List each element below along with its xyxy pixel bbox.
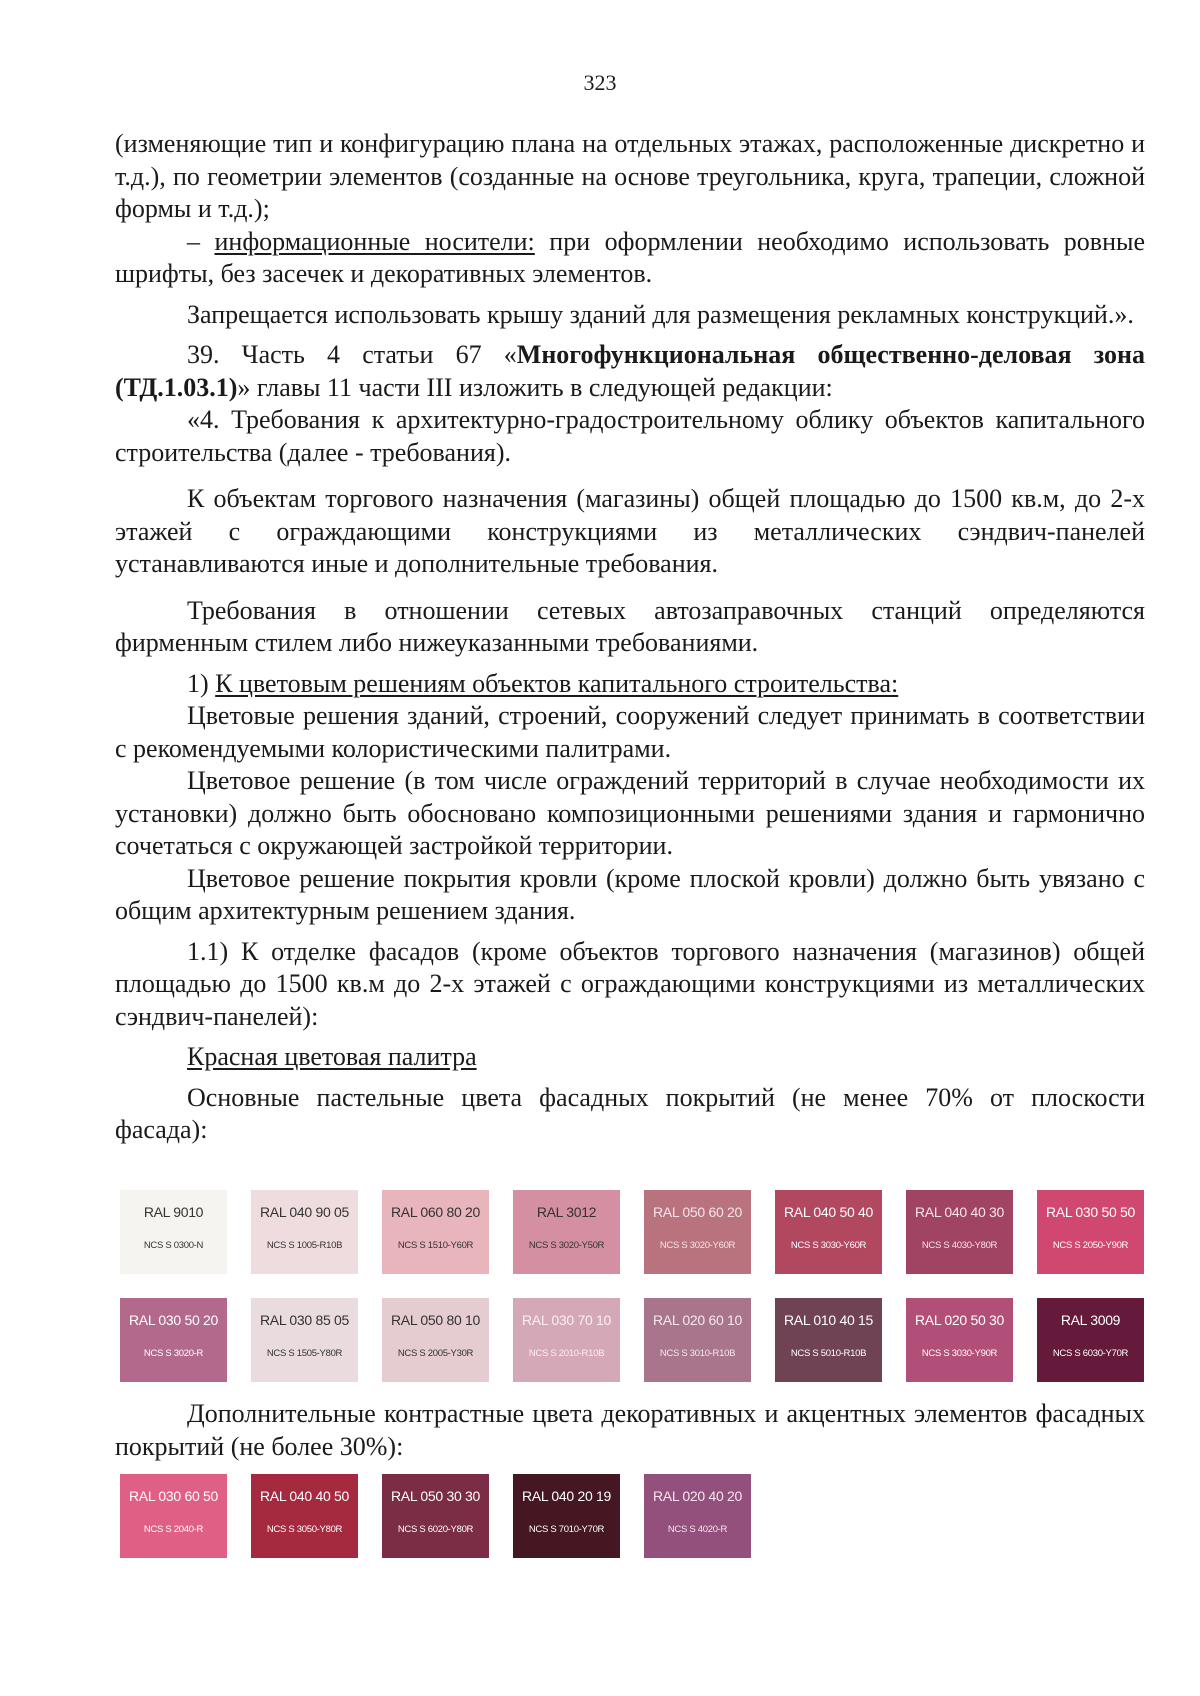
- ncs-code: NCS S 1510-Y60R: [397, 1240, 474, 1251]
- color-swatch: [644, 1190, 751, 1274]
- ral-code: RAL 3012: [536, 1204, 597, 1220]
- ncs-code: NCS S 2040-R: [143, 1524, 204, 1535]
- paragraph: 1.1) К отделке фасадов (кроме объектов торгового назначения (магазинов) общей площадью до 1500 кв.м до 2-х этажей с ограждающими конструкциями из металлических сэндвич-панелей):: [115, 936, 1145, 1031]
- paragraph: (изменяющие тип и конфигурацию плана на отдельных этажах, расположенные дискретно и т.д.), по геометрии элементов (созданные на основе треугольника, круга, трапеции, сложной формы и т.д.);: [115, 129, 1145, 223]
- ral-code: RAL 030 60 50: [129, 1488, 218, 1504]
- ral-code: RAL 030 50 50: [1046, 1204, 1135, 1220]
- ncs-code: NCS S 2050-Y90R: [1052, 1240, 1129, 1251]
- paragraph-text: 39. Часть 4 статьи 67 «: [187, 340, 517, 369]
- ral-code: RAL 020 50 30: [915, 1312, 1004, 1328]
- color-swatch: [1037, 1190, 1144, 1274]
- list-number: 1): [187, 668, 216, 698]
- paragraph: Дополнительные контрастные цвета декоративных и акцентных элементов фасадных покрытий (не более 30%):: [115, 1399, 1145, 1461]
- ncs-code: NCS S 2005-Y30R: [397, 1348, 474, 1359]
- paragraph: Цветовое решение покрытия кровли (кроме плоской кровли) должно быть увязано с общим архитектурным решением здания.: [115, 863, 1145, 925]
- page-number: 323: [583, 70, 617, 95]
- ral-code: RAL 050 80 10: [391, 1312, 480, 1328]
- color-swatch: [513, 1190, 620, 1274]
- color-swatch: [251, 1474, 358, 1558]
- paragraph: Запрещается использовать крышу зданий для размещения рекламных конструкций.».: [187, 299, 1134, 329]
- paragraph-text: » главы 11 части III изложить в следующей редакции:: [237, 372, 833, 402]
- color-swatch: [120, 1298, 227, 1382]
- document-body: [115, 128, 1145, 1147]
- color-swatch: [1037, 1298, 1144, 1382]
- ncs-code: NCS S 1005-R10B: [266, 1240, 343, 1251]
- paragraph: Цветовое решение (в том числе ограждений территорий в случае необходимости их установки) должно быть обосновано композиционными решениями здания и гармонично сочетаться с окружающей застройкой территории.: [115, 766, 1145, 860]
- ncs-code: NCS S 6030-Y70R: [1052, 1348, 1129, 1359]
- ral-code: RAL 020 40 20: [653, 1488, 742, 1504]
- ral-code: RAL 060 80 20: [391, 1204, 480, 1220]
- paragraph: [115, 668, 1145, 701]
- paragraph: К объектам торгового назначения (магазины) общей площадью до 1500 кв.м, до 2-х этажей с ограждающими конструкциями из металлических сэндвич-панелей устанавливаются иные и дополнительные требования.: [115, 484, 1145, 578]
- ncs-code: NCS S 7010-Y70R: [528, 1524, 605, 1535]
- ral-code: RAL 9010: [143, 1204, 204, 1220]
- color-swatch: [644, 1298, 751, 1382]
- color-swatch: [775, 1190, 882, 1274]
- ral-code: RAL 010 40 15: [784, 1312, 873, 1328]
- ral-code: RAL 040 90 05: [260, 1204, 349, 1220]
- ral-code: RAL 030 70 10: [522, 1312, 611, 1328]
- ral-code: RAL 020 60 10: [653, 1312, 742, 1328]
- ncs-code: NCS S 4030-Y80R: [921, 1240, 998, 1251]
- ncs-code: NCS S 3030-Y60R: [790, 1240, 867, 1251]
- ral-code: RAL 040 40 30: [915, 1204, 1004, 1220]
- underlined-term: информационные носители:: [214, 226, 535, 256]
- ral-code: RAL 3009: [1060, 1312, 1121, 1328]
- color-swatch: [906, 1298, 1013, 1382]
- palette-title: Красная цветовая палитра: [187, 1042, 477, 1071]
- zone-title: Многофункциональная общественно-деловая зона (ТД.1.03.1): [115, 340, 1145, 402]
- color-swatch: [251, 1190, 358, 1274]
- paragraph: Основные пастельные цвета фасадных покрытий (не менее 70% от плоскости фасада):: [115, 1082, 1145, 1144]
- ral-code: RAL 050 60 20: [653, 1204, 742, 1220]
- ncs-code: NCS S 0300-N: [143, 1240, 204, 1251]
- ral-code: RAL 040 20 19: [522, 1488, 611, 1504]
- color-swatch: [251, 1298, 358, 1382]
- paragraph: [115, 339, 1145, 404]
- ral-code: RAL 030 85 05: [260, 1312, 349, 1328]
- color-swatch: [382, 1190, 489, 1274]
- color-swatch: [513, 1474, 620, 1558]
- ral-code: RAL 040 40 50: [260, 1488, 349, 1504]
- color-swatch: [382, 1298, 489, 1382]
- color-swatch: [513, 1298, 620, 1382]
- paragraph: [115, 226, 1145, 291]
- paragraph: «4. Требования к архитектурно-градостроительному облику объектов капитального строительства (далее - требования).: [115, 405, 1145, 467]
- ncs-code: NCS S 3010-R10B: [659, 1348, 736, 1359]
- paragraph: Цветовые решения зданий, строений, сооружений следует принимать в соответствии с рекомендуемыми колористическими палитрами.: [115, 701, 1145, 763]
- ral-code: RAL 030 50 20: [129, 1312, 218, 1328]
- paragraph-text: при оформлении необходимо использовать ровные шрифты, без засечек и декоративных элементов.: [115, 226, 1145, 288]
- ncs-code: NCS S 6020-Y80R: [397, 1524, 474, 1535]
- ncs-code: NCS S 2010-R10B: [528, 1348, 605, 1359]
- palette-heading: [115, 1041, 1145, 1074]
- ncs-code: NCS S 3030-Y90R: [921, 1348, 998, 1359]
- ral-code: RAL 040 50 40: [784, 1204, 873, 1220]
- color-swatch: [120, 1474, 227, 1558]
- ncs-code: NCS S 3020-R: [143, 1348, 204, 1359]
- color-swatch: [906, 1190, 1013, 1274]
- ncs-code: NCS S 4020-R: [667, 1524, 728, 1535]
- color-swatch: [120, 1190, 227, 1274]
- color-swatch: [382, 1474, 489, 1558]
- ncs-code: NCS S 3020-Y50R: [528, 1240, 605, 1251]
- paragraph: Требования в отношении сетевых автозаправочных станций определяются фирменным стилем либо нижеуказанными требованиями.: [115, 595, 1145, 657]
- ncs-code: NCS S 1505-Y80R: [266, 1348, 343, 1359]
- ncs-code: NCS S 5010-R10B: [790, 1348, 867, 1359]
- dash: –: [187, 226, 215, 256]
- document-body-continued: [115, 1398, 1145, 1463]
- color-swatch: [775, 1298, 882, 1382]
- color-swatch: [644, 1474, 751, 1558]
- ncs-code: NCS S 3050-Y80R: [266, 1524, 343, 1535]
- ncs-code: NCS S 3020-Y60R: [659, 1240, 736, 1251]
- ral-code: RAL 050 30 30: [391, 1488, 480, 1504]
- section-heading: К цветовым решениям объектов капитального строительства:: [215, 668, 899, 698]
